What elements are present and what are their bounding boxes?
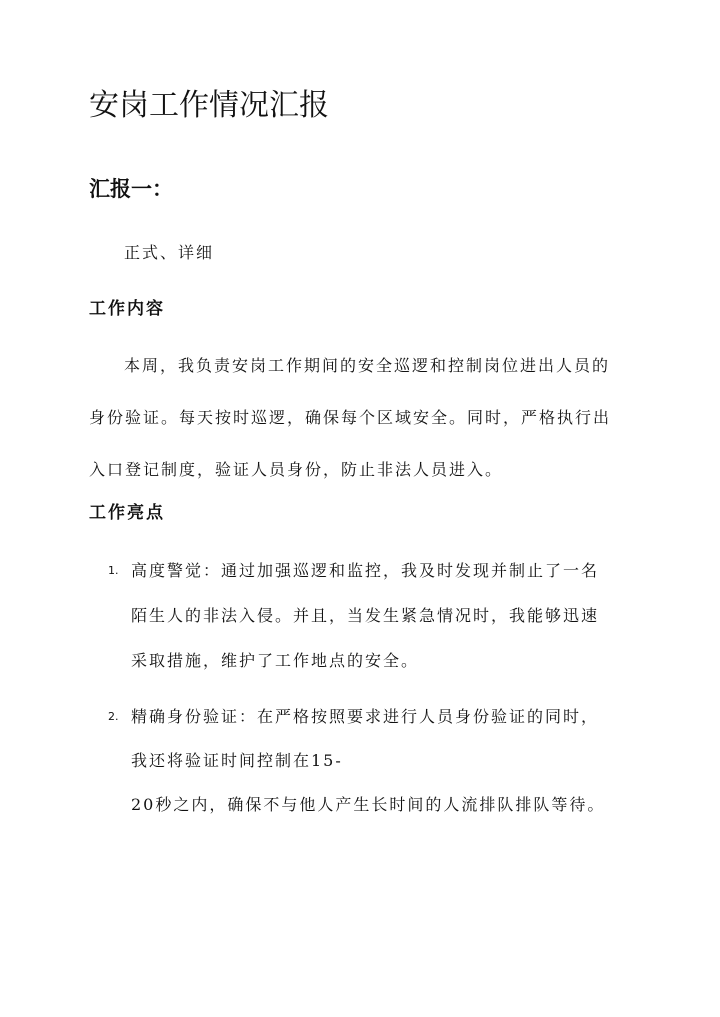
- paragraph-line: 本周，我负责安岗工作期间的安全巡逻和控制岗位进出人员的: [124, 356, 611, 375]
- list-item-line: 精确身份验证：在严格按照要求进行人员身份验证的同时，: [131, 707, 600, 726]
- list-item-number: 1.: [108, 564, 119, 577]
- paragraph-line: 入口登记制度，验证人员身份，防止非法人员进入。: [89, 460, 504, 479]
- section-heading-highlights: 工作亮点: [89, 503, 165, 523]
- document-subtitle: 正式、详细: [124, 243, 215, 262]
- list-item-number: 2.: [108, 710, 119, 723]
- list-item-line: 高度警觉：通过加强巡逻和监控，我及时发现并制止了一名: [131, 561, 600, 580]
- paragraph-line: 身份验证。每天按时巡逻，确保每个区域安全。同时，严格执行出: [89, 408, 612, 427]
- work-content-paragraph: [89, 353, 634, 509]
- list-item-line: 陌生人的非法入侵。并且，当发生紧急情况时，我能够迅速: [131, 606, 600, 625]
- document-title: 安岗工作情况汇报: [89, 88, 329, 123]
- list-item-line: 我还将验证时间控制在15-: [131, 751, 343, 770]
- section-heading-work-content: 工作内容: [89, 299, 165, 319]
- list-item-line: 20秒之内，确保不与他人产生长时间的人流排队排队等待。: [131, 795, 606, 814]
- report-heading: 汇报一：: [89, 176, 173, 201]
- list-item-line: 采取措施，维护了工作地点的安全。: [131, 651, 420, 670]
